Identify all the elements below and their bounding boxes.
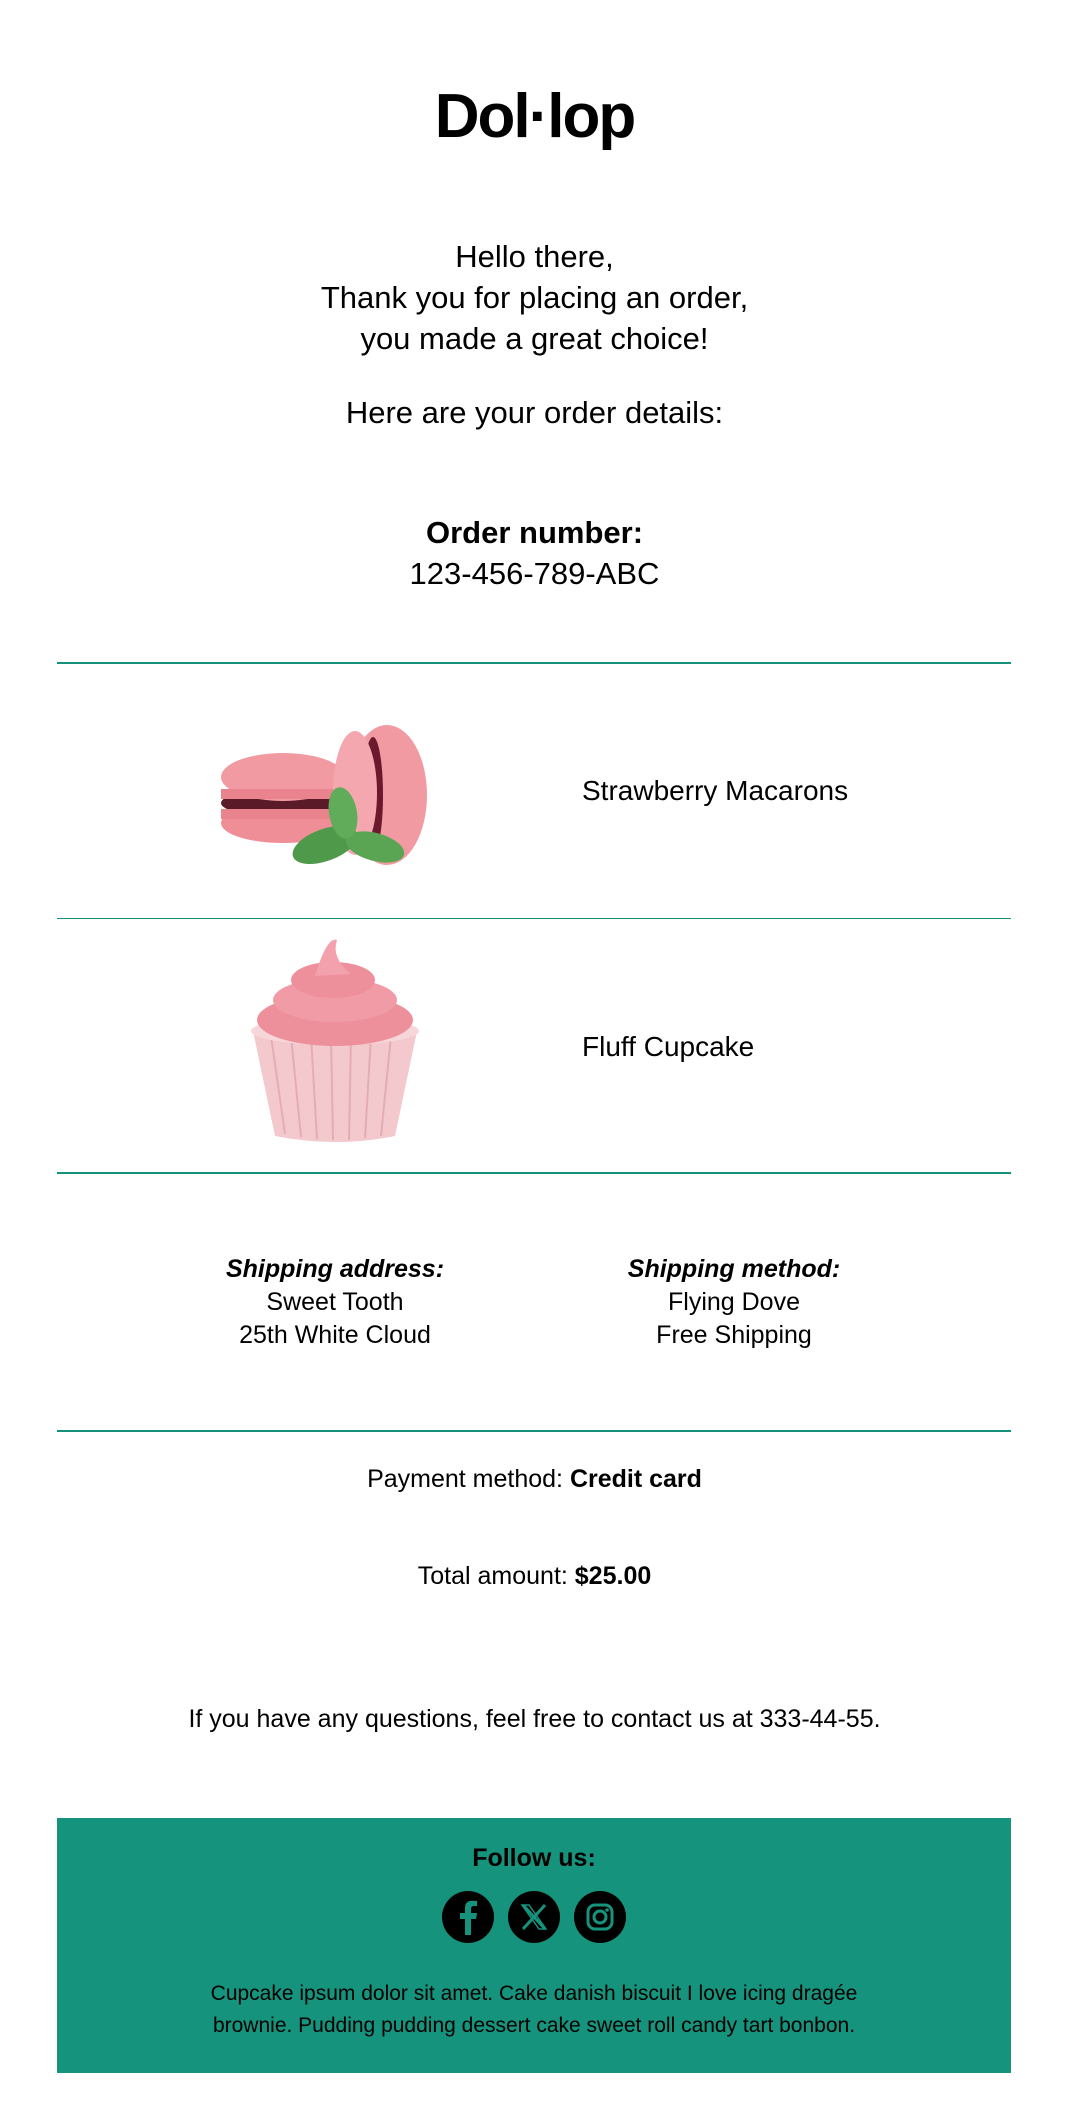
shipping-method-line: Flying Dove <box>668 1288 800 1316</box>
greeting-line: Hello there, <box>455 239 614 274</box>
divider <box>57 1430 1011 1432</box>
footer-text <box>177 1978 891 2042</box>
payment-method <box>0 1463 1069 1496</box>
total-amount-label: Total amount: <box>417 1562 575 1590</box>
divider <box>57 662 1011 664</box>
footer <box>57 1818 1011 2073</box>
divider <box>57 918 1011 919</box>
contact-note: If you have any questions, feel free to contact us at 333-44-55. <box>188 1705 881 1733</box>
product-name: Fluff Cupcake <box>582 1031 755 1062</box>
greeting-line: Thank you for placing an order, <box>320 280 749 315</box>
payment-method-value: Credit card <box>569 1465 702 1493</box>
greeting-line: you made a great choice! <box>360 321 709 356</box>
shipping-address-line: Sweet Tooth <box>266 1288 404 1316</box>
shipping-address-label: Shipping address: <box>225 1255 445 1283</box>
order-number-value: 123-456-789-ABC <box>409 556 660 591</box>
brand-logo[interactable]: Dol·lop <box>434 82 635 151</box>
shipping-method <box>534 1253 934 1352</box>
instagram-icon[interactable] <box>574 1891 626 1943</box>
facebook-icon[interactable] <box>442 1891 494 1943</box>
footer-text-line: Cupcake ipsum dolor sit amet. Cake danish biscuit I love icing dragée <box>210 1982 858 2005</box>
order-number-label: Order number: <box>425 515 644 550</box>
shipping-method-line: Free Shipping <box>656 1321 812 1349</box>
footer-text-line: brownie. Pudding pudding dessert cake sweet roll candy tart bonbon. <box>212 2014 856 2037</box>
macarons-image <box>205 695 465 885</box>
x-icon[interactable] <box>508 1891 560 1943</box>
greeting-block <box>0 236 1069 359</box>
follow-label: Follow us: <box>472 1844 596 1872</box>
product-name: Strawberry Macarons <box>582 775 849 806</box>
shipping-address-line: 25th White Cloud <box>239 1321 431 1349</box>
details-intro: Here are your order details: <box>345 395 724 430</box>
total-amount <box>0 1560 1069 1593</box>
social-links <box>57 1891 1011 1943</box>
total-amount-value: $25.00 <box>574 1562 652 1590</box>
divider <box>57 1172 1011 1174</box>
cupcake-image <box>205 936 465 1126</box>
shipping-method-label: Shipping method: <box>627 1255 841 1283</box>
payment-method-label: Payment method: <box>367 1465 570 1493</box>
shipping-address <box>135 1253 535 1352</box>
